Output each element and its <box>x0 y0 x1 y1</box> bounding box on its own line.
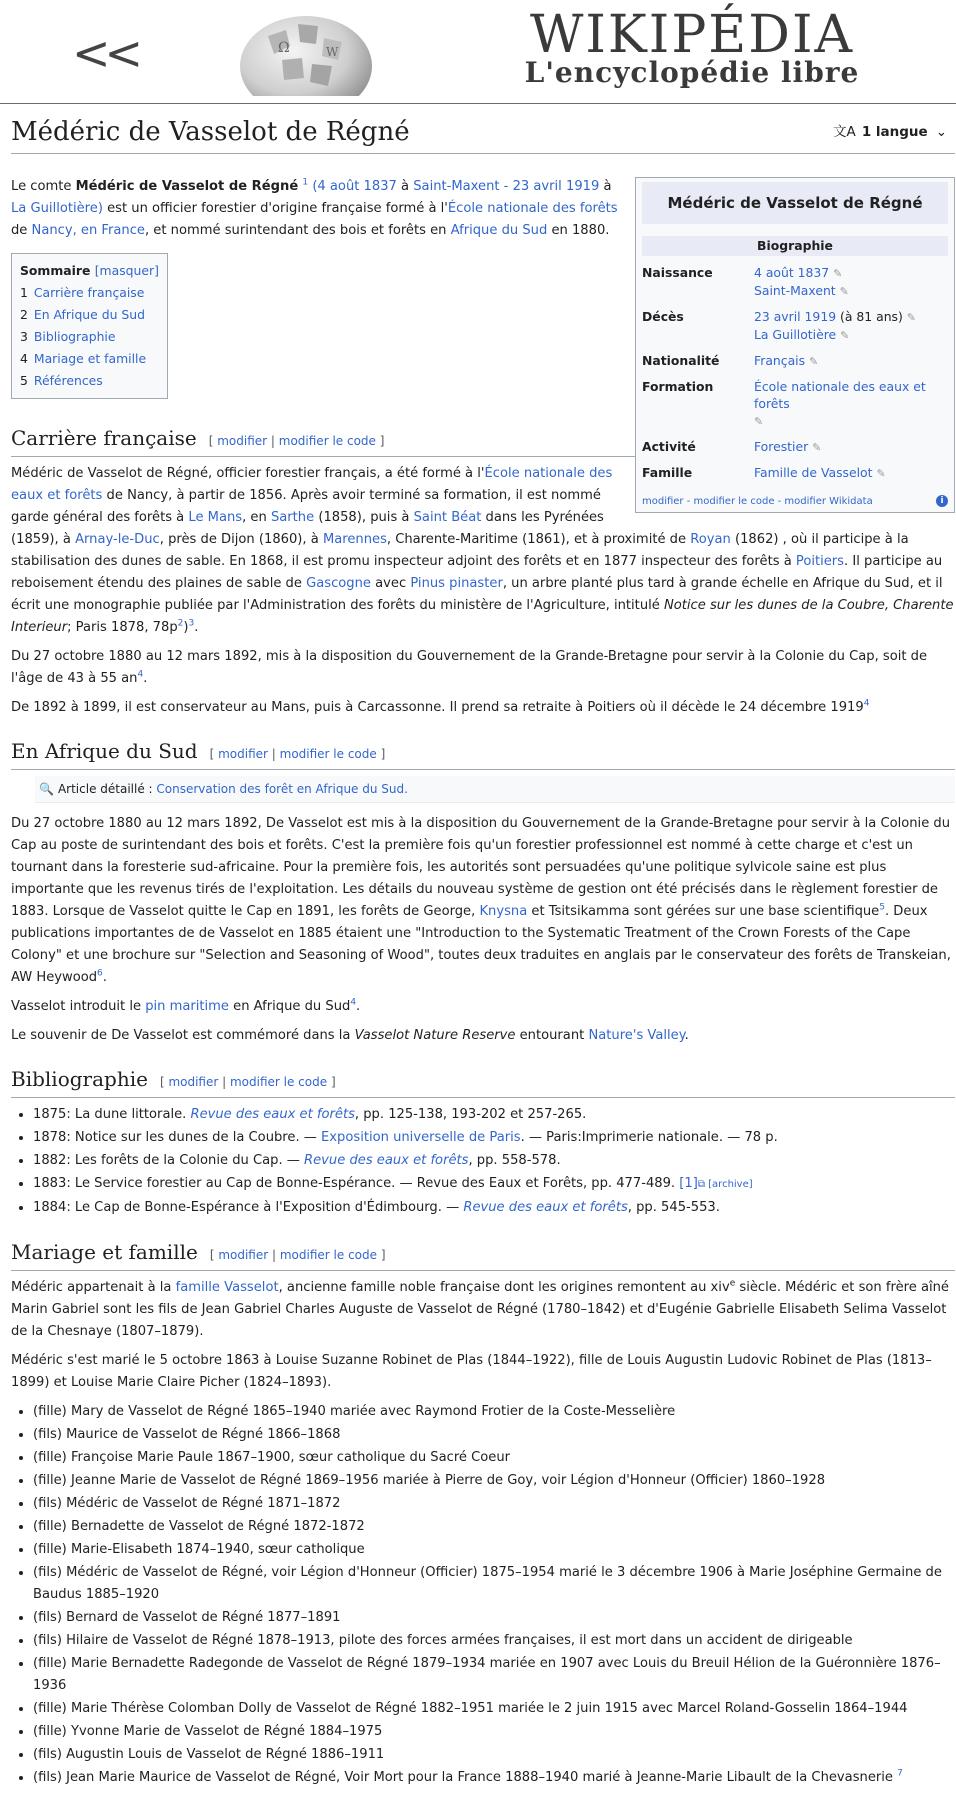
toc-item[interactable]: 3 Bibliographie <box>20 329 116 344</box>
birthplace-link[interactable]: Saint-Maxent - 23 avril 1919 <box>413 179 600 194</box>
infobox-title: Médéric de Vasselot de Régné <box>642 182 948 224</box>
table-of-contents <box>11 253 168 399</box>
list-item: • (fils) Médéric de Vasselot de Régné 1871–1872 <box>33 1493 955 1515</box>
svg-text:W: W <box>326 45 339 59</box>
link[interactable]: École nationale des eaux et forêts <box>11 466 613 503</box>
infobox-edit-links[interactable]: modifier - modifier le code - modifier Wikidata <box>642 496 873 507</box>
list-item: • (fille) Yvonne Marie de Vasselot de Régné 1884–1975 <box>33 1721 955 1743</box>
link[interactable]: Knysna <box>479 904 528 919</box>
hatnote: 🔍 Article détaillé : Conservation des forêt en Afrique du Sud. <box>35 776 955 803</box>
svg-text:Ω: Ω <box>278 40 290 56</box>
infobox-label: Activité <box>642 439 696 454</box>
bibliography-list <box>11 1104 955 1219</box>
link[interactable]: Gascogne <box>306 576 371 591</box>
list-item: • (fils) Maurice de Vasselot de Régné 1866–1868 <box>33 1424 955 1446</box>
toc-item[interactable]: 4 Mariage et famille <box>20 351 147 366</box>
list-item: • (fille) Jeanne Marie de Vasselot de Régné 1869–1956 mariée à Pierre de Goy, voir Légion d'Honneur (Officier) 1860–1928 <box>33 1470 955 1492</box>
back-arrow-icon[interactable]: << <box>72 26 138 80</box>
edit-links: [ modifier | modifier le code ] <box>209 1248 386 1262</box>
activity-link[interactable]: Forestier <box>754 439 809 454</box>
infobox-row-naissance <box>642 262 948 306</box>
footnote-ref[interactable]: 2 <box>177 618 184 629</box>
list-item: • (fille) Bernadette de Vasselot de Régné 1872-1872 <box>33 1516 955 1538</box>
birth-place-link[interactable]: Saint-Maxent <box>754 283 836 298</box>
page-title: Médéric de Vasselot de Régné <box>11 117 410 147</box>
link[interactable]: famille Vasselot <box>175 1280 279 1295</box>
link[interactable]: Le Mans <box>188 510 243 525</box>
section-heading: Bibliographie [ modifier | modifier le code ] <box>11 1054 955 1098</box>
link[interactable]: Arnay-le-Duc <box>75 532 160 547</box>
link[interactable]: Saint Béat <box>413 510 482 525</box>
infobox-label: Famille <box>642 465 693 480</box>
infobox-row-activite <box>642 436 948 462</box>
infobox-label: Décès <box>642 309 684 324</box>
infobox-footer <box>642 494 948 510</box>
nancy-link[interactable]: Nancy, en France <box>31 223 145 238</box>
language-label: 1 langue <box>861 124 928 140</box>
link[interactable]: Exposition universelle de Paris <box>321 1130 521 1145</box>
infobox-row-deces <box>642 306 948 350</box>
edit-code-link[interactable]: modifier le code <box>229 1075 328 1089</box>
pencil-icon[interactable]: ✎ <box>754 415 764 428</box>
infobox-row-formation <box>642 376 948 436</box>
article-content <box>11 104 955 1797</box>
link[interactable]: Revue des eaux et forêts <box>190 1107 355 1122</box>
toc-item[interactable]: 2 En Afrique du Sud <box>20 307 145 322</box>
edit-code-link[interactable]: modifier le code <box>279 1248 378 1262</box>
children-list <box>11 1401 955 1789</box>
pencil-icon[interactable]: ✎ <box>812 441 822 454</box>
pencil-icon[interactable]: ✎ <box>876 467 886 480</box>
link[interactable]: Royan <box>690 532 731 547</box>
birth-date-link[interactable]: 4 août 1837 <box>754 265 830 280</box>
list-item: • (fils) Médéric de Vasselot de Régné, voir Légion d'Honneur (Officier) 1875–1954 marié le 3 décembre 1906 à Marie Joséphine Germaine de Baudus 1885–1920 <box>33 1562 955 1606</box>
wikipedia-tagline: L'encyclopédie libre <box>524 56 860 89</box>
translate-icon: 文A <box>833 124 856 140</box>
section-heading: En Afrique du Sud [ modifier | modifier le code ] <box>11 726 955 770</box>
edit-links: [ modifier | modifier le code ] <box>159 1075 336 1089</box>
pencil-icon[interactable]: ✎ <box>833 267 843 280</box>
list-item: • (fils) Bernard de Vasselot de Régné 1877–1891 <box>33 1607 955 1629</box>
list-item: • (fille) Marie-Elisabeth 1874–1940, sœur catholique <box>33 1539 955 1561</box>
pencil-icon[interactable]: ✎ <box>839 285 849 298</box>
list-item: • 1875: La dune littorale. Revue des eaux et forêts, pp. 125-138, 193-202 et 257-265. <box>33 1104 955 1126</box>
link[interactable]: Nature's Valley <box>588 1028 685 1043</box>
toc-item[interactable]: 1 Carrière française <box>20 285 145 300</box>
footnote-ref[interactable]: 6 <box>97 968 103 979</box>
link[interactable]: pin maritime <box>145 999 229 1014</box>
list-item: • 1884: Le Cap de Bonne-Espérance à l'Exposition d'Édimbourg. — Revue des eaux et forêts, pp. 545-553. <box>33 1197 955 1219</box>
footnote-ref[interactable]: 4 <box>137 669 144 680</box>
death-place-link[interactable]: La Guillotière <box>754 327 837 342</box>
edit-link[interactable]: modifier <box>218 747 268 761</box>
infobox-row-famille <box>642 462 948 488</box>
death-age: (à 81 ans) <box>836 309 903 324</box>
list-item: • (fille) Marie Thérèse Colomban Dolly de Vasselot de Régné 1882–1951 mariée le 2 juin 1915 avec Marcel Roland-Gosselin 1864–1944 <box>33 1698 955 1720</box>
footnote-ref[interactable]: 1 <box>302 177 309 188</box>
list-item: • (fille) Françoise Marie Paule 1867–1900, sœur catholique du Sacré Coeur <box>33 1447 955 1469</box>
section-heading: Mariage et famille [ modifier | modifier le code ] <box>11 1227 955 1271</box>
paragraph: De 1892 à 1899, il est conservateur au Mans, puis à Carcassonne. Il prend sa retraite à Poitiers où il décède le 24 décembre 1919$^4$ <box>11 698 870 715</box>
edit-links: [ modifier | modifier le code ] <box>209 747 386 761</box>
pencil-icon[interactable]: ✎ <box>809 355 819 368</box>
pencil-icon[interactable]: ✎ <box>840 329 850 342</box>
link[interactable]: Revue des eaux et forêts <box>463 1200 628 1215</box>
edit-link[interactable]: modifier <box>218 1248 269 1262</box>
death-date-link[interactable]: 23 avril 1919 <box>754 309 837 324</box>
footnote-ref[interactable]: 4 <box>350 997 357 1008</box>
paragraph: Du 27 octobre 1880 au 12 mars 1892, mis à la disposition du Gouvernement de la Grande-Bretagne pour servir à la Colonie du Cap, soit de l'âge de 43 à 55 $an^4$. <box>11 649 928 686</box>
toc-title: Sommaire <box>20 263 91 278</box>
footnote-ref[interactable]: 7 <box>897 1768 903 1779</box>
footnote-ref[interactable]: 4 <box>863 698 870 709</box>
south-africa-link[interactable]: Afrique du Sud <box>450 223 548 238</box>
link[interactable]: Revue des eaux et forêts <box>304 1153 469 1168</box>
list-item: • (fille) Marie Bernadette Radegonde de Vasselot de Régné 1879–1934 mariée en 1907 avec Louis du Breuil Hélion de la Guéronnière 1876–1936 <box>33 1653 955 1697</box>
page-header <box>11 104 955 154</box>
birth-date-link[interactable]: (4 août 1837 <box>312 179 397 194</box>
edit-code-link[interactable]: modifier le code <box>278 434 376 448</box>
list-item: • (fils) Augustin Louis de Vasselot de Régné 1886–1911 <box>33 1744 955 1766</box>
nationality-link[interactable]: Français <box>754 353 806 368</box>
magnifier-icon: 🔍 <box>39 782 54 796</box>
footnote-ref[interactable]: 3 <box>188 618 195 629</box>
pencil-icon[interactable]: ✎ <box>906 311 917 324</box>
paragraph: Le souvenir de De Vasselot est commémoré dans la Vasselot Nature Reserve entourant Nature's Valley. <box>11 1028 689 1043</box>
list-item: • (fils) Jean Marie Maurice de Vasselot de Régné, Voir Mort pour la France 1888–1940 marié à Jeanne-Marie Libault de la Chevasnerie $^7$ <box>33 1767 955 1789</box>
infobox <box>635 177 955 513</box>
wikipedia-globe-logo[interactable] <box>238 16 374 96</box>
paragraph: Vasselot introduit le pin maritime en Afrique du Sud$^4$. <box>11 997 361 1014</box>
edit-code-link[interactable]: modifier le code <box>279 747 377 761</box>
edit-link[interactable]: modifier <box>217 434 268 448</box>
paragraph: Médéric appartenait à la famille Vasselot, ancienne famille noble française dont les origines remontent au xiv$^e$ siècle. Médéric et son frère aîné Marin Gabriel sont les fils de Jean Gabriel Charles Auguste de Vasselot de Régné (1780–1842) et d'Eugénie Gabrielle Elisabeth Selima Vasselot de la Chesnaye (1807–1879). <box>11 1278 949 1339</box>
link[interactable]: Marennes <box>322 532 387 547</box>
info-icon[interactable]: i <box>936 495 948 507</box>
infobox-section-header: Biographie <box>642 236 948 256</box>
infobox-label: Naissance <box>642 265 713 280</box>
list-item: • 1882: Les forêts de la Colonie du Cap. — Revue des eaux et forêts, pp. 558-578. <box>33 1150 955 1172</box>
language-button[interactable] <box>833 122 947 142</box>
list-item: • (fils) Hilaire de Vasselot de Régné 1878–1913, pilote des forces armées françaises, il est mort dans un accident de dirigeable <box>33 1630 955 1652</box>
list-item: • 1883: Le Service forestier au Cap de Bonne-Espérance. — Revue des Eaux et Forêts, pp. 477-489. [1]⧉ [archive] <box>33 1173 955 1196</box>
wikipedia-wordmark[interactable]: WIKIPÉDIA <box>529 5 855 65</box>
infobox-label: Nationalité <box>642 353 720 368</box>
family-link[interactable]: Famille de Vasselot <box>754 465 873 480</box>
infobox-label: Formation <box>642 379 714 394</box>
paragraph: Médéric de Vasselot de Régné, officier forestier français, a été formé à l'École nationale des eaux et forêts de Nancy, à partir de 1856. Après avoir terminé sa formation, il est nommé garde général des forêts à Le Mans, en Sarthe (1858), puis à Saint Béat dans les Pyrénées (1859), à Arnay-le-Duc, près de Dijon (1860), à Marennes, Charente-Maritime (1861), et à proximité de Royan (1862) , où il participe à la stabilisation des dunes de sable. En 1868, il est promu inspecteur adjoint des forêts et en 1877 inspecteur des forêts à Poitiers. Il participe au reboisement étendu des plaines de sable de Gascogne avec Pinus pinaster, un arbre planté plus tard à grande échelle en Afrique du Sud, et il écrit une monographie publiée par l'Administration des forêts du ministère de l'Agriculture, intitulé Notice sur les dunes de la Coubre, Charente Interieur; Paris 1878, $78p^2)^3$. <box>11 466 954 635</box>
paragraph: Médéric s'est marié le 5 octobre 1863 à Louise Suzanne Robinet de Plas (1844–1922), fille de Louis Augustin Ludovic Robinet de Plas (1813–1899) et Louise Marie Claire Picher (1824–1893). <box>11 1353 932 1390</box>
list-item: • (fille) Mary de Vasselot de Régné 1865–1940 mariée avec Raymond Frotier de la Coste-Messelière <box>33 1401 955 1423</box>
section-heading: Carrière française [ modifier | modifier le code ] <box>11 413 955 457</box>
toc-item[interactable]: 5 Références <box>20 373 103 388</box>
paragraph: Du 27 octobre 1880 au 12 mars 1892, De Vasselot est mis à la disposition du Gouvernement de la Grande-Bretagne pour servir à la Colonie du Cap au poste de surintendant des bois et forêts. C'est la première fois qu'un forestier professionnel est nommé à cette charge et c'est un tournant dans la foresterie sud-africaine. Pour la première fois, les autorités sont persuadées qu'une politique sylvicole saine est plus importante que les revenus tirés de l'exploitation. Les détails du nouveau système de gestion ont été précisés dans le règlement forestier de 1883. Lorsque de Vasselot quitte le Cap en 1891, les forêts de George, Knysna et Tsitsikamma sont gérées sur une base scientifique$^5$. Deux publications importantes de de Vasselot en 1885 étaient une "Introduction to the Systematic Treatment of the Crown Forests of the Cape Colony" et une brochure sur "Selection and Seasoning of Wood", toutes deux traduites en anglais par le conservateur des forêts de Transkeian, AW Heywood$^6$. <box>11 816 951 985</box>
archive-link[interactable]: [archive] <box>704 1179 753 1190</box>
lead-paragraph: Le comte Médéric de Vasselot de Régné $^1$ (4 août 1837 à Saint-Maxent - 23 avril 1919 à La Guillotière) est un officier forestier d'origine française formé à l'École nationale des forêts de Nancy, en France, et nommé surintendant des bois et forêts en Afrique du Sud en 1880. <box>11 177 618 238</box>
main-article-link[interactable]: Conservation des forêt en Afrique du Sud. <box>156 782 408 796</box>
link[interactable]: Pinus pinaster <box>410 576 503 591</box>
site-banner <box>0 0 956 104</box>
link[interactable]: Poitiers <box>795 554 845 569</box>
deathplace-link[interactable]: La Guillotière) <box>11 201 103 216</box>
list-item: • 1878: Notice sur les dunes de la Coubre. — Exposition universelle de Paris. — Paris:Imprimerie nationale. — 78 p. <box>33 1127 955 1149</box>
external-link-icon: ⧉ <box>697 1179 705 1190</box>
edit-link[interactable]: modifier <box>168 1075 219 1089</box>
toc-toggle[interactable]: [masquer] <box>94 263 159 278</box>
edit-links: [ modifier | modifier le code ] <box>208 434 385 448</box>
footnote-ref[interactable]: 5 <box>879 902 885 913</box>
chevron-down-icon: ⌄ <box>935 124 947 140</box>
link[interactable]: Sarthe <box>270 510 315 525</box>
school-link[interactable]: École nationale des forêts <box>447 201 618 216</box>
subject-name: Médéric de Vasselot de Régné <box>75 179 299 194</box>
infobox-row-nationalite <box>642 350 948 376</box>
external-link[interactable]: [1] <box>679 1176 698 1191</box>
formation-link[interactable]: École nationale des eaux et forêts <box>754 379 926 411</box>
